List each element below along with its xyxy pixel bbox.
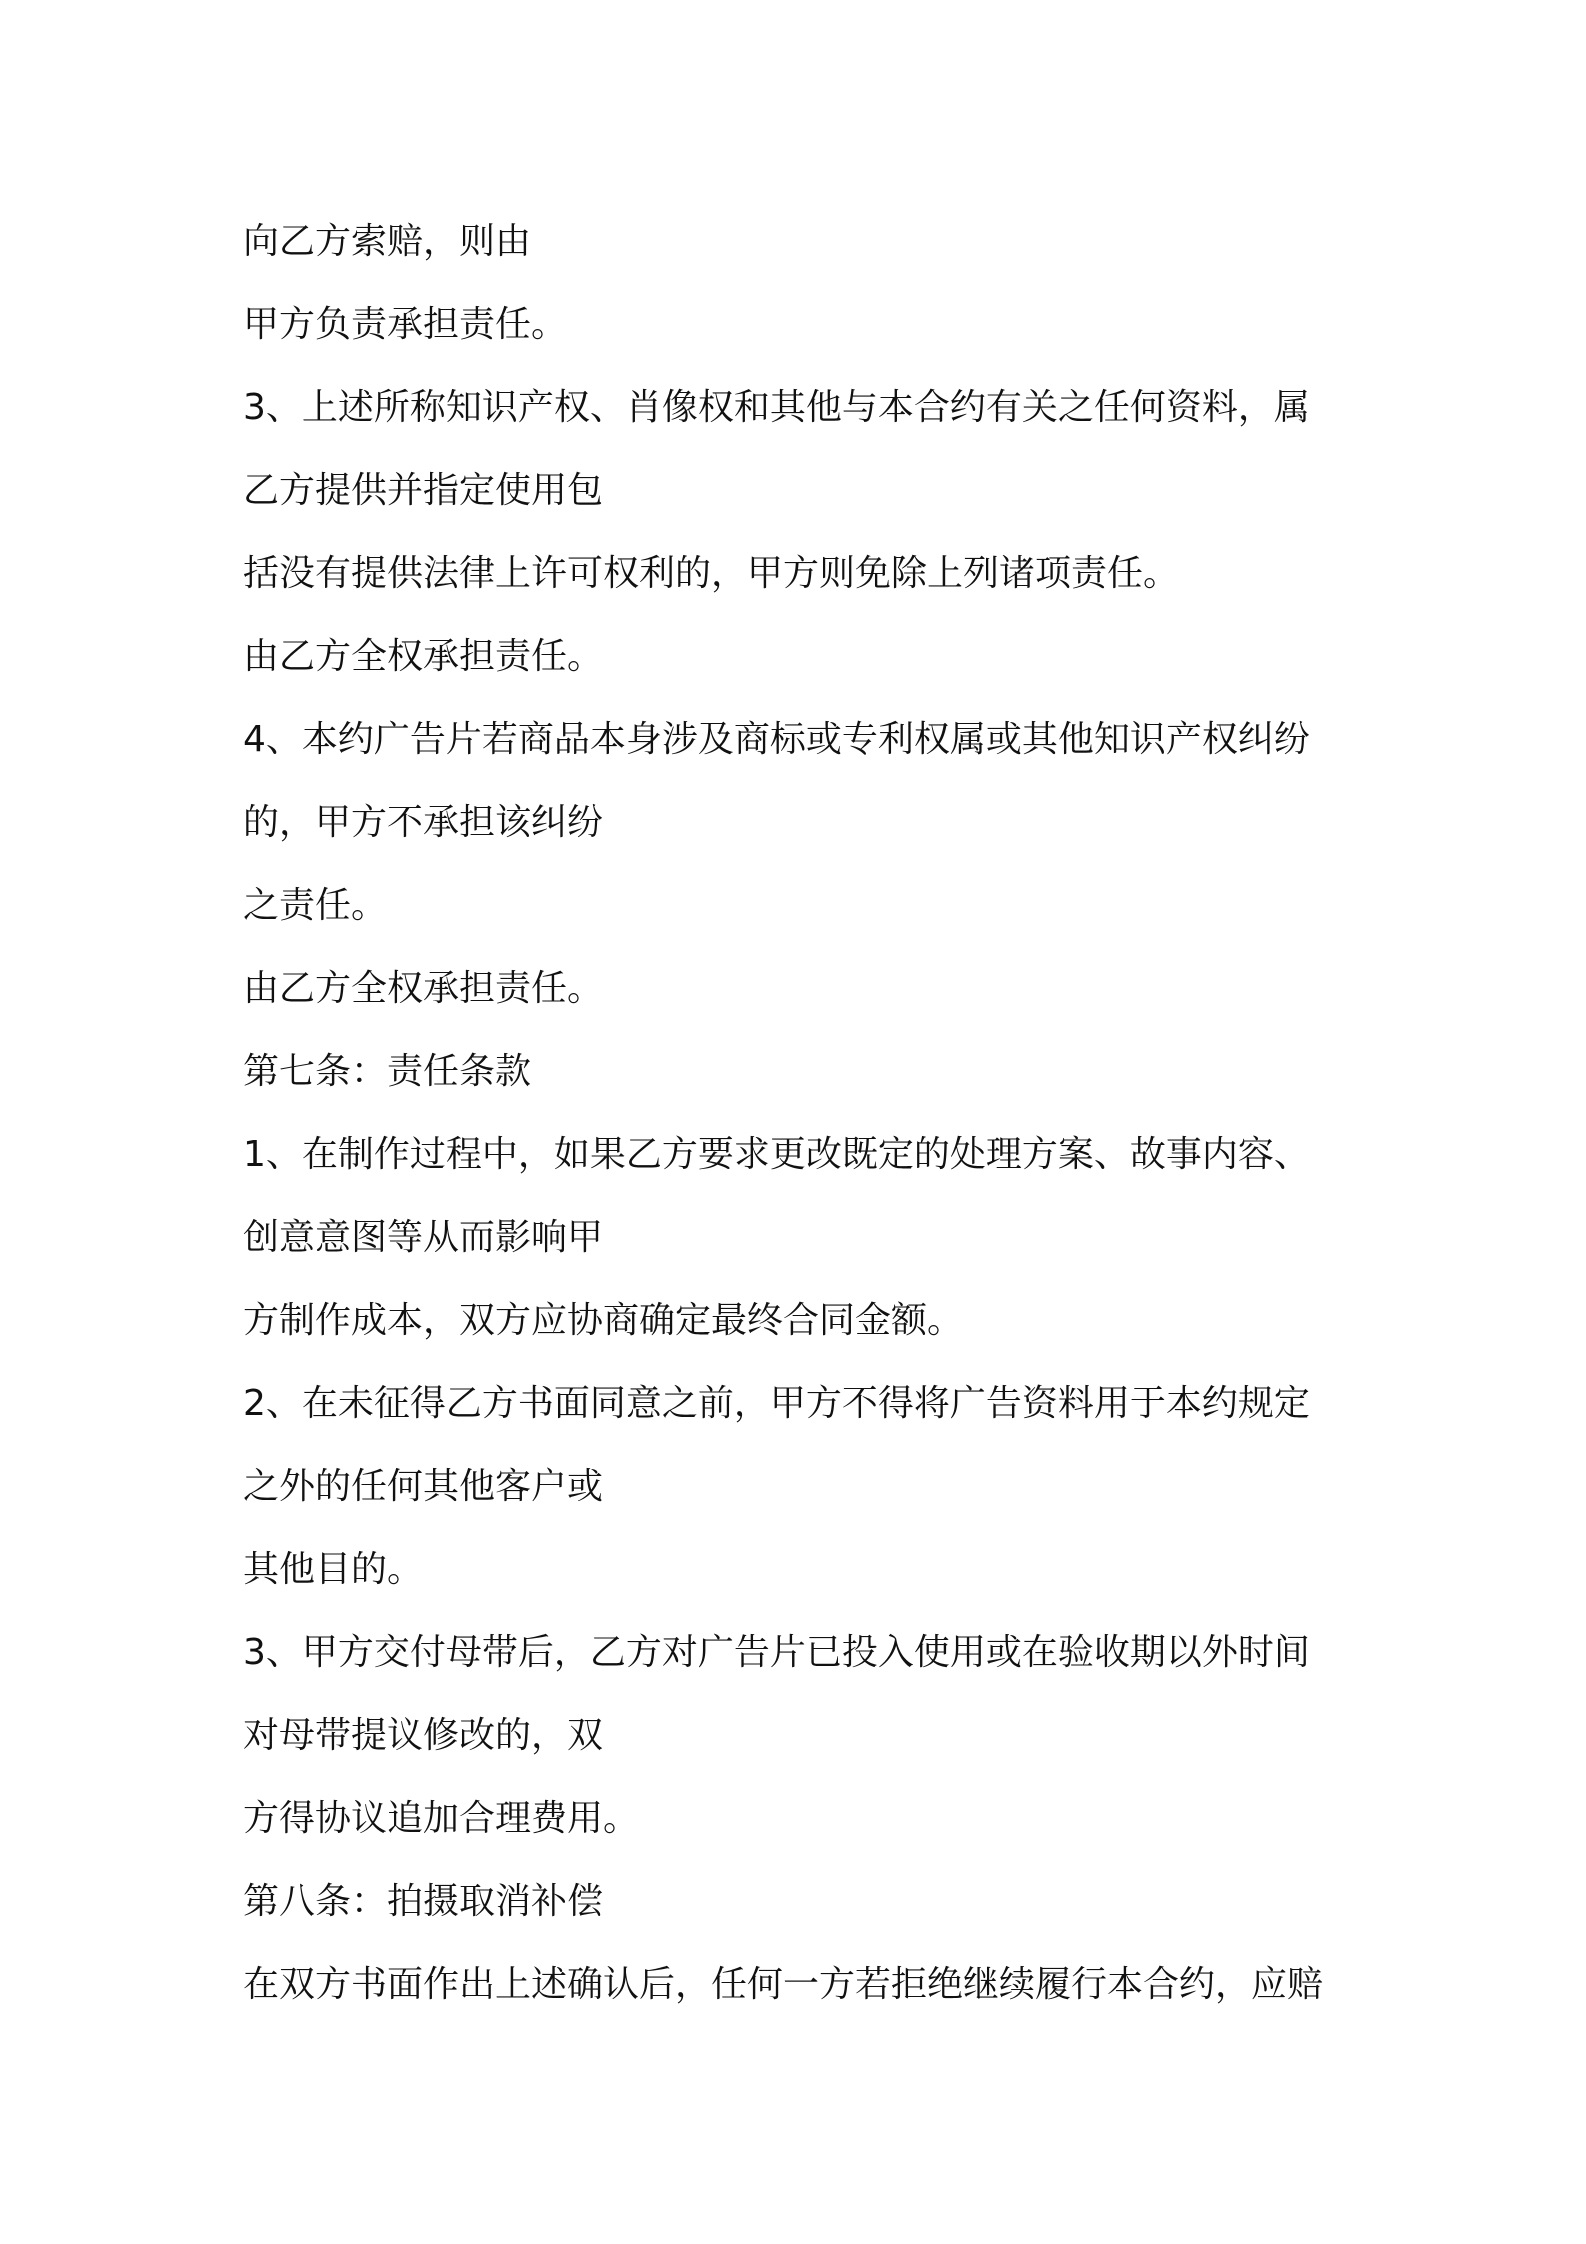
article-7-clause-2-line: 2、在未征得乙方书面同意之前，甲方不得将广告资料用于本约规定 (243, 1383, 1310, 1424)
clause-3-line: 3、上述所称知识产权、肖像权和其他与本合约有关之任何资料，属 (243, 387, 1310, 428)
document-body (243, 200, 1363, 2026)
text-line: 方得协议追加合理费用。 (243, 1798, 640, 1839)
article-7-clause-3-line: 3、甲方交付母带后，乙方对广告片已投入使用或在验收期以外时间 (243, 1632, 1310, 1673)
text-line: 由乙方全权承担责任。 (243, 636, 604, 677)
text-line: 之外的任何其他客户或 (243, 1466, 604, 1507)
text-line: 创意意图等从而影响甲 (243, 1217, 604, 1258)
text-line: 的，甲方不承担该纠纷 (243, 802, 604, 843)
text-line: 对母带提议修改的，双 (243, 1715, 604, 1756)
text-line: 括没有提供法律上许可权利的，甲方则免除上列诸项责任。 (243, 553, 1180, 594)
clause-4-line: 4、本约广告片若商品本身涉及商标或专利权属或其他知识产权纠纷 (243, 719, 1310, 760)
text-line: 甲方负责承担责任。 (243, 304, 568, 345)
text-line: 之责任。 (243, 885, 388, 926)
article-7-heading: 第七条：责任条款 (243, 1051, 532, 1092)
article-7-clause-1-line: 1、在制作过程中，如果乙方要求更改既定的处理方案、故事内容、 (243, 1134, 1310, 1175)
text-line: 其他目的。 (243, 1549, 424, 1590)
text-line: 向乙方索赔，则由 (243, 221, 532, 262)
text-line: 方制作成本，双方应协商确定最终合同金额。 (243, 1300, 964, 1341)
text-line: 乙方提供并指定使用包 (243, 470, 604, 511)
text-line: 由乙方全权承担责任。 (243, 968, 604, 1009)
article-8-body-line: 在双方书面作出上述确认后，任何一方若拒绝继续履行本合约，应赔 (243, 1964, 1324, 2005)
article-8-heading: 第八条：拍摄取消补偿 (243, 1881, 604, 1922)
